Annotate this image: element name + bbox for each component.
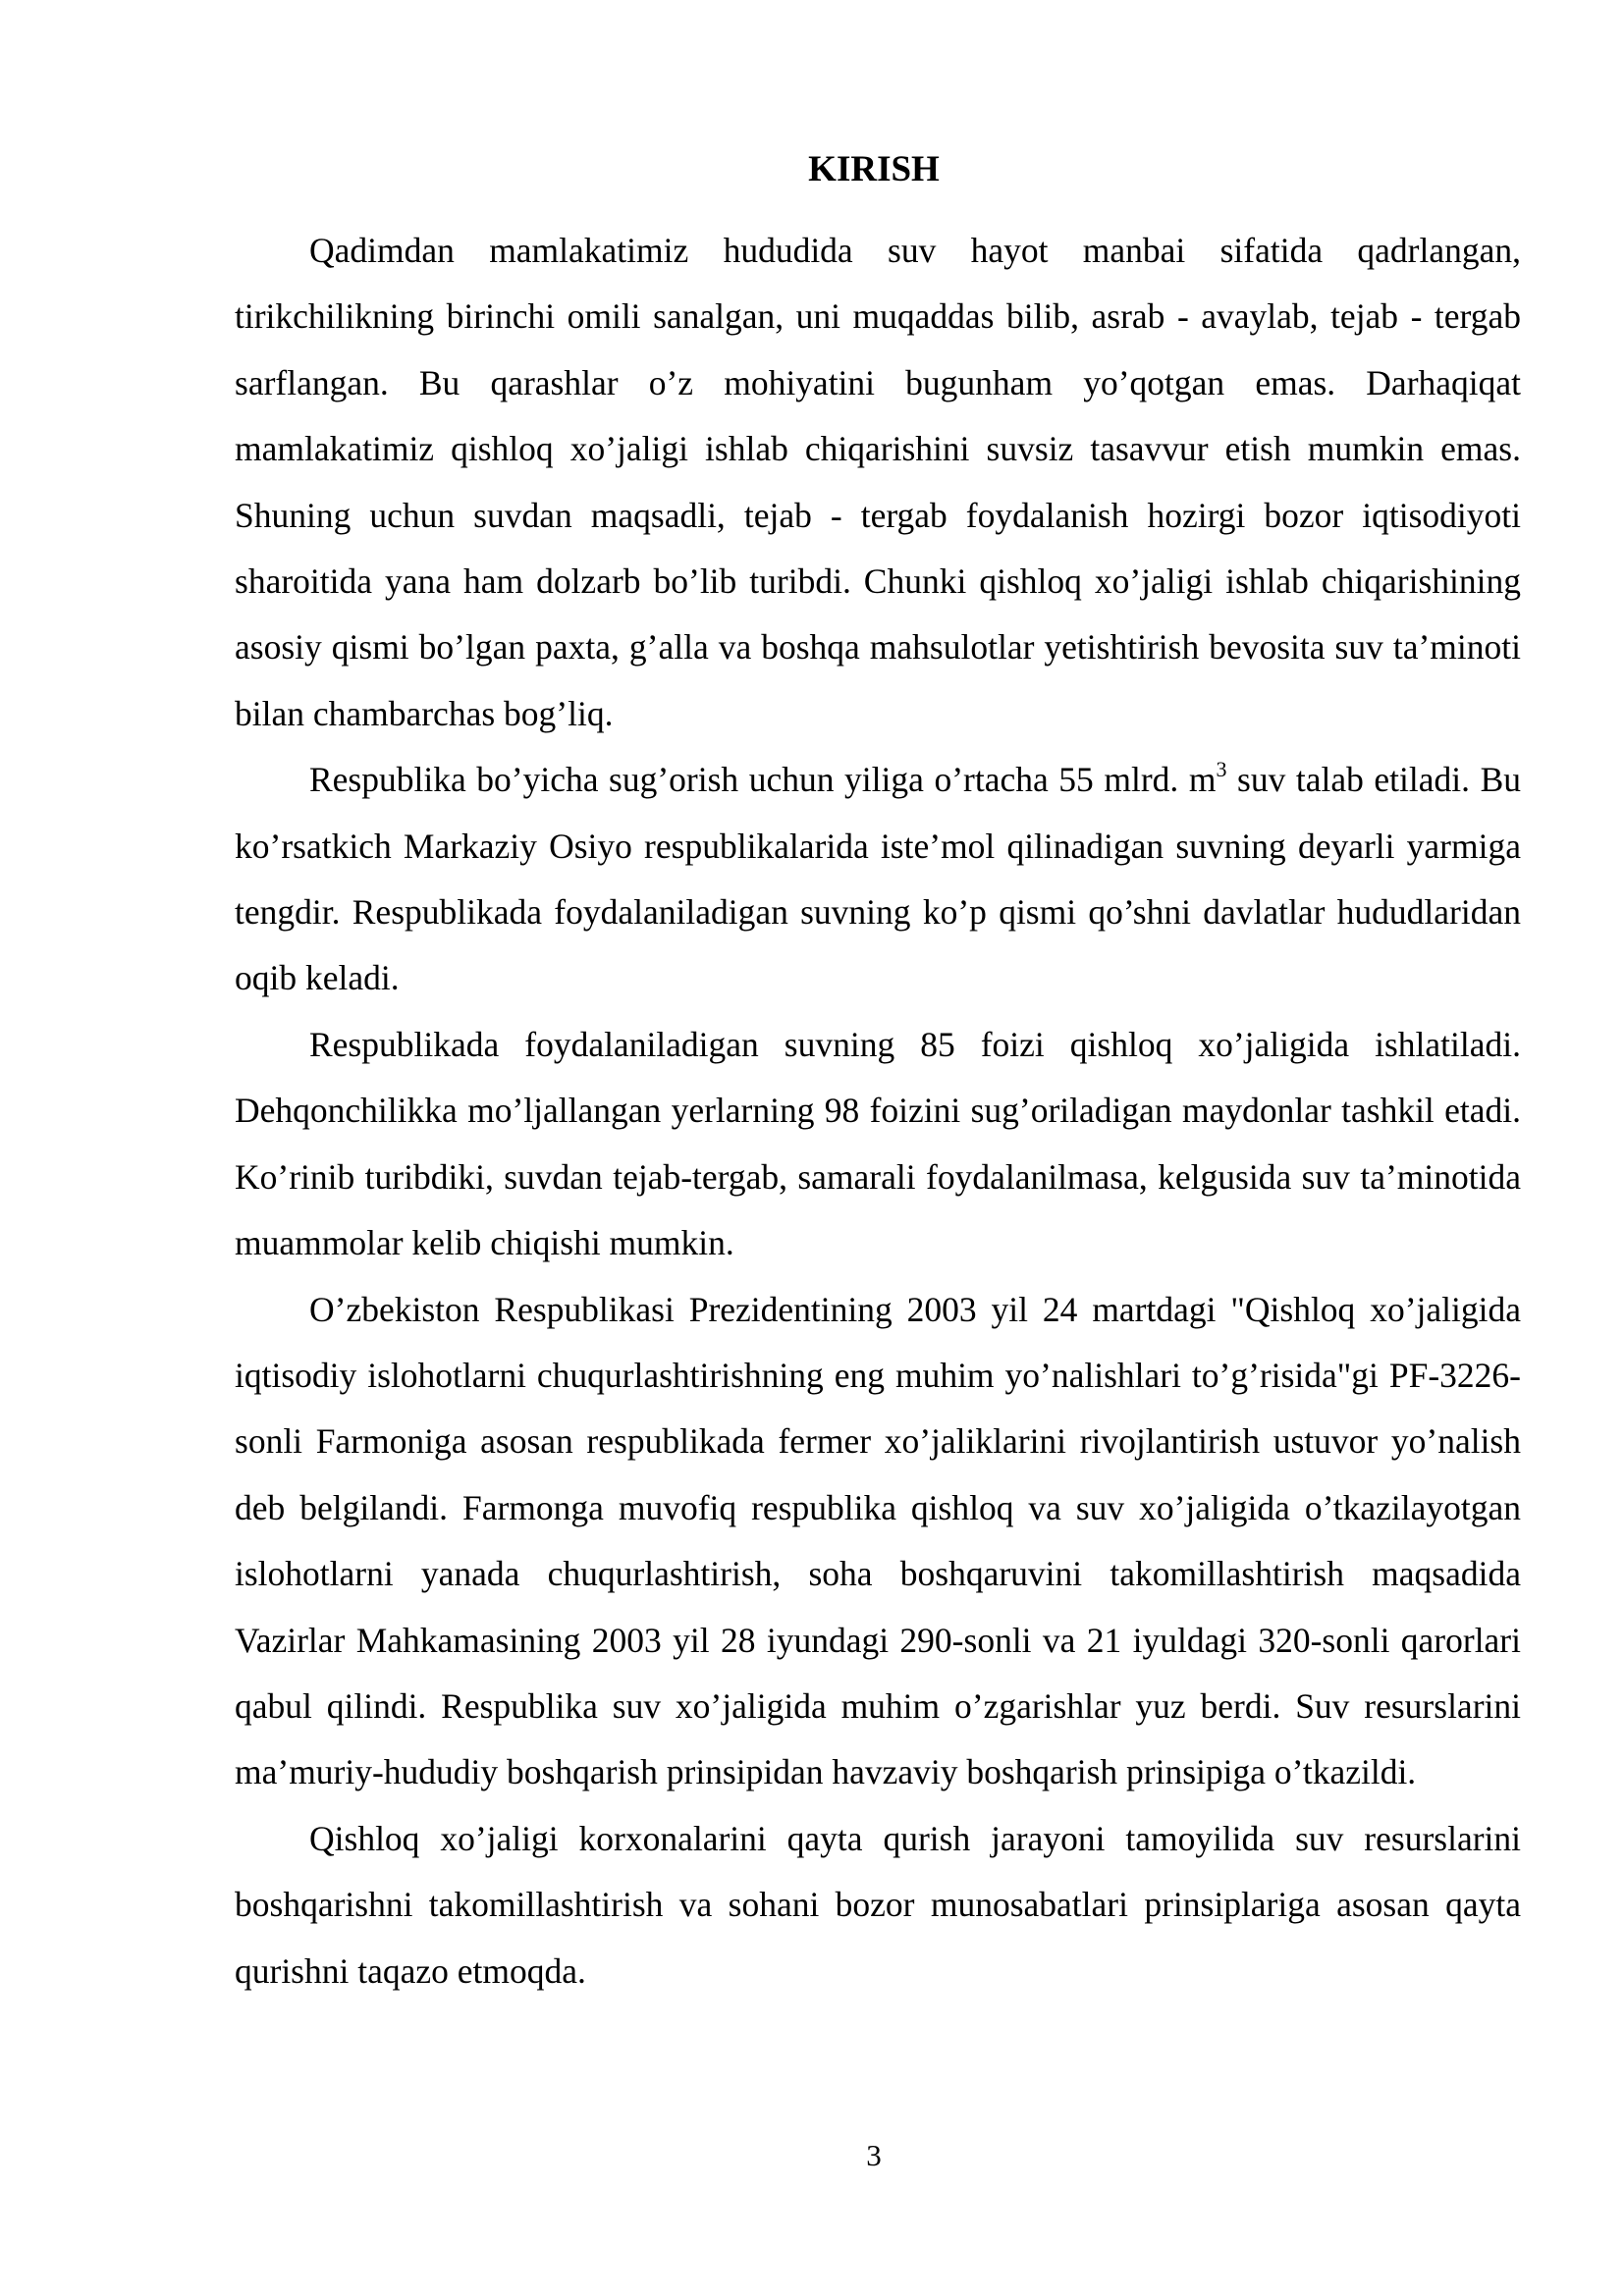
cubic-superscript: 3 <box>1216 757 1227 782</box>
paragraph-2 <box>235 747 1521 1012</box>
paragraph-2-text-end: suv talab etiladi. Bu ko’rsatkich Markaziy Osiyo respublikalarida iste’mol qilinadigan suvning deyarli yarmiga tengdir. Respublikada foydalaniladigan suvning ko’p qismi qo’shni davlatlar hududlaridan oqib keladi. <box>235 760 1522 998</box>
page-title: KIRISH <box>808 149 940 189</box>
paragraph-5: Qishloq xo’jaligi korxonalarini qayta qurish jarayoni tamoyilida suv resurslarini boshqarishni takomillashtirish va sohani bozor munosabatlari prinsiplariga asosan qayta qurishni taqazo etmoqda. <box>235 1818 1521 1991</box>
document-body <box>235 218 1521 2004</box>
page-number: 3 <box>866 2138 882 2172</box>
paragraph-1: Qadimdan mamlakatimiz hududida suv hayot manbai sifatida qadrlangan, tirikchilikning birinchi omili sanalgan, uni muqaddas bilib, asrab - avaylab, tejab - tergab sarflangan. Bu qarashlar o’z mohiyatini bugunham yo’qotgan emas. Darhaqiqat mamlakatimiz qishloq xo’jaligi ishlab chiqarishini suvsiz tasavvur etish mumkin emas. Shuning uchun suvdan maqsadli, tejab - tergab foydalanish hozirgi bozor iqtisodiyoti sharoitida yana ham dolzarb bo’lib turibdi. Chunki qishloq xo’jaligi ishlab chiqarishining asosiy qismi bo’lgan paxta, g’alla va boshqa mahsulotlar yetishtirish bevosita suv ta’minoti bilan chambarchas bog’liq. <box>235 231 1521 733</box>
paragraph-3: Respublikada foydalaniladigan suvning 85 foizi qishloq xo’jaligida ishlatiladi. Dehqonchilikka mo’ljallangan yerlarning 98 foizini sug’oriladigan maydonlar tashkil etadi. Ko’rinib turibdiki, suvdan tejab-tergab, samarali foydalanilmasa, kelgusida suv ta’minotida muammolar kelib chiqishi mumkin. <box>235 1024 1521 1263</box>
paragraph-2-text-start: Respublika bo’yicha sug’orish uchun yiliga o’rtacha 55 mlrd. m <box>309 760 1217 800</box>
paragraph-4: O’zbekiston Respublikasi Prezidentining 2003 yil 24 martdagi "Qishloq xo’jaligida iqtisodiy islohotlarni chuqurlashtirishning eng muhim yo’nalishlari to’g’risida"gi PF-3226-sonli Farmoniga asosan respublikada fermer xo’jaliklarini rivojlantirish ustuvor yo’nalish deb belgilandi. Farmonga muvofiq respublika qishloq va suv xo’jaligida o’tkazilayotgan islohotlarni yanada chuqurlashtirish, soha boshqaruvini takomillashtirish maqsadida Vazirlar Mahkamasining 2003 yil 28 iyundagi 290-sonli va 21 iyuldagi 320-sonli qarorlari qabul qilindi. Respublika suv xo’jaligida muhim o’zgarishlar yuz berdi. Suv resurslarini ma’muriy-hududiy boshqarish prinsipidan havzaviy boshqarish prinsipiga o’tkazildi. <box>235 1289 1521 1792</box>
